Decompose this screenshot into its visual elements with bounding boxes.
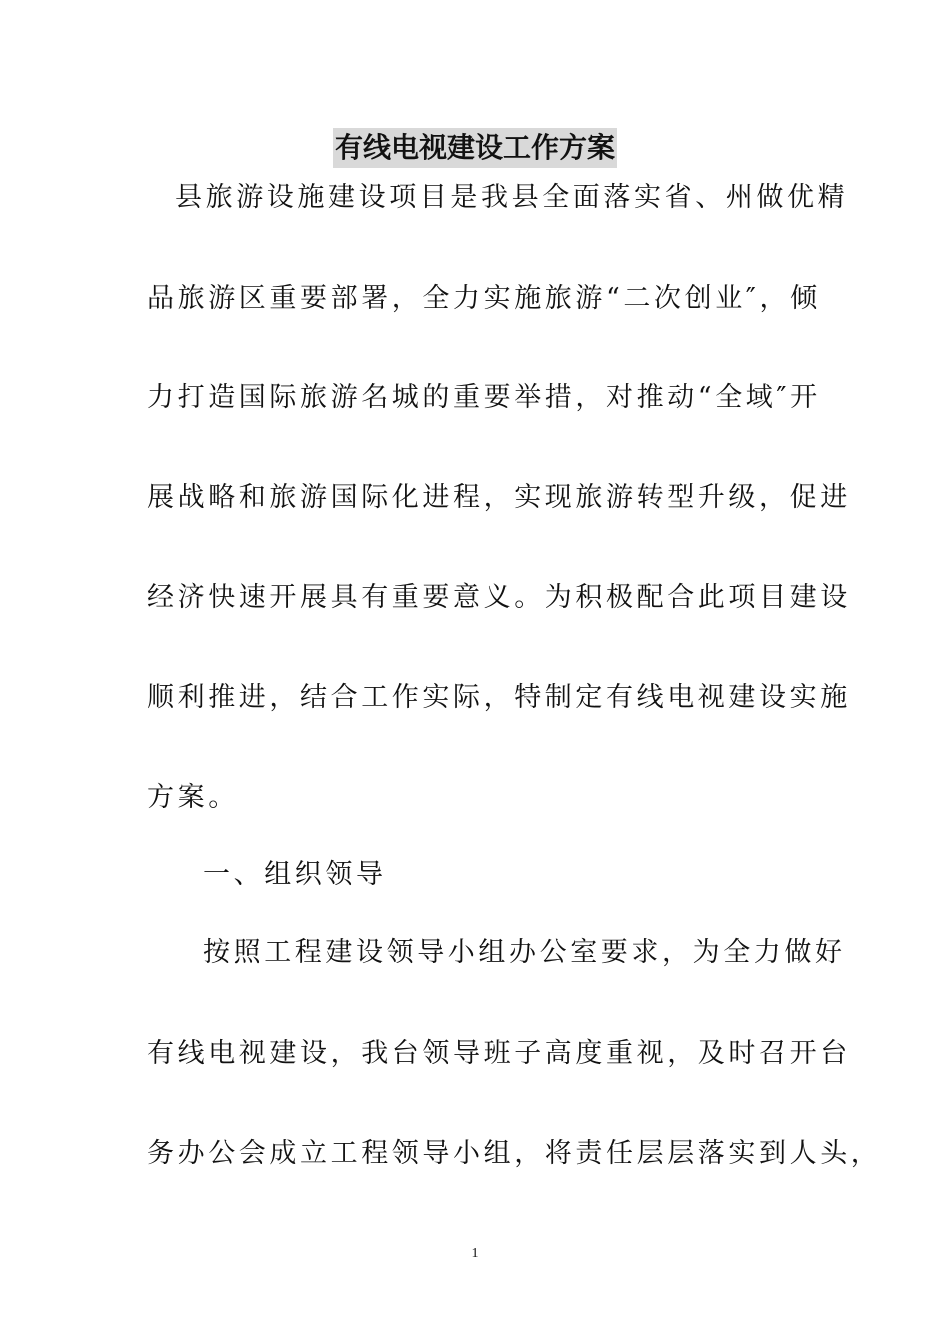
paragraph-line: 力打造国际旅游名城的重要举措，对推动“全域″开 xyxy=(147,382,821,413)
title-container xyxy=(0,128,950,168)
paragraph-line: 按照工程建设领导小组办公室要求，为全力做好 xyxy=(203,937,846,968)
page-number: 1 xyxy=(471,1246,479,1261)
paragraph-line: 县旅游设施建设项目是我县全面落实省、州做优精 xyxy=(175,182,849,213)
paragraph-line: 品旅游区重要部署，全力实施旅游“二次创业″，倾 xyxy=(147,283,821,314)
section-heading: 一、组织领导 xyxy=(203,859,387,890)
paragraph-line: 经济快速开展具有重要意义。为积极配合此项目建设 xyxy=(147,582,851,613)
paragraph-line: 方案。 xyxy=(147,782,239,813)
document-title: 有线电视建设工作方案 xyxy=(333,128,617,168)
paragraph-line: 展战略和旅游国际化进程，实现旅游转型升级，促进 xyxy=(147,482,851,513)
paragraph-line: 顺利推进，结合工作实际，特制定有线电视建设实施 xyxy=(147,682,851,713)
paragraph-line: 有线电视建设，我台领导班子高度重视，及时召开台 xyxy=(147,1038,851,1069)
paragraph-line: 务办公会成立工程领导小组，将责任层层落实到人头， xyxy=(147,1138,882,1169)
